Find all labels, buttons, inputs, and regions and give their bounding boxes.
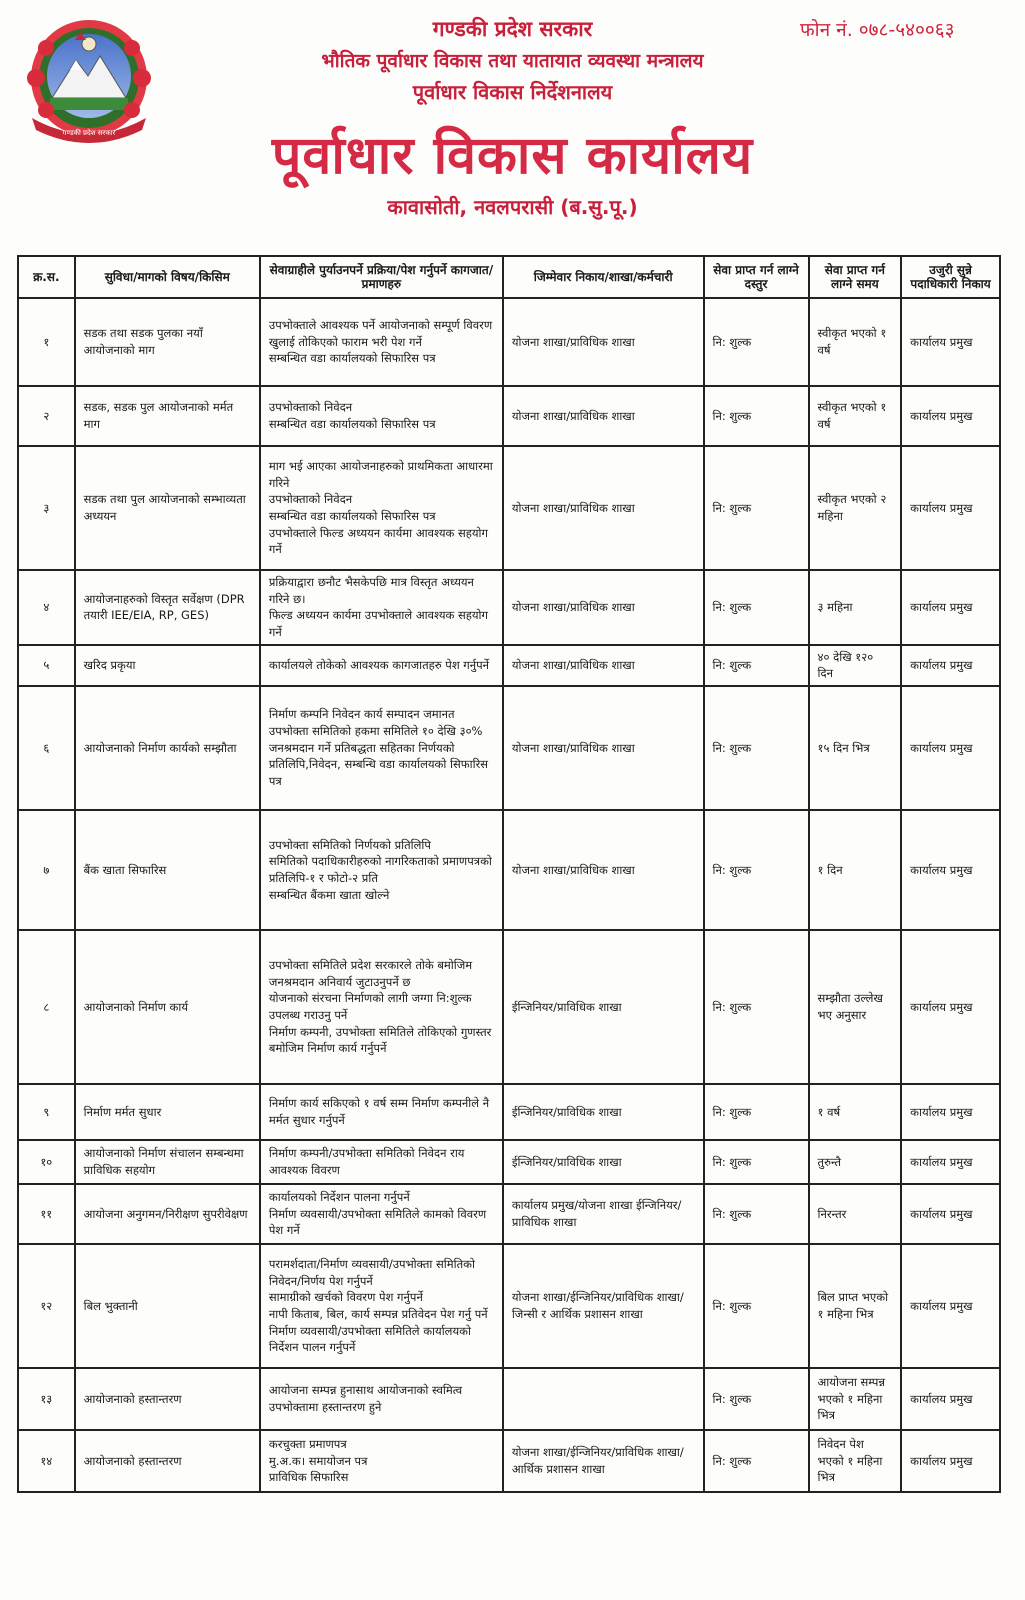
row-time: १ वर्ष xyxy=(809,1084,902,1140)
row-subject: बैंक खाता सिफारिस xyxy=(75,810,260,930)
row-process xyxy=(260,1430,503,1492)
process-line: उपभोक्ता समितिको निर्णयको प्रतिलिपि xyxy=(268,837,431,852)
table-row xyxy=(18,386,1000,446)
row-subject: सडक, सडक पुल आयोजनाको मर्मत माग xyxy=(75,386,260,446)
row-fee: नि: शुल्क xyxy=(704,1140,809,1184)
table-row xyxy=(18,1368,1000,1430)
row-subject: निर्माण मर्मत सुधार xyxy=(75,1084,260,1140)
row-fee: नि: शुल्क xyxy=(704,1184,809,1244)
process-line: सम्बन्धित वडा कार्यालयको सिफारिस पत्र xyxy=(268,509,436,523)
process-line: कार्यालयको निर्देशन पालना गर्नुपर्ने xyxy=(268,1190,410,1205)
row-subject: आयोजनाहरुको विस्तृत सर्वेक्षण (DPR तयारी IEE/EIA, RP, GES) xyxy=(75,570,260,645)
row-complaint: कार्यालय प्रमुख xyxy=(901,930,1000,1084)
row-responsible: योजना शाखा/प्राविधिक शाखा xyxy=(503,686,704,810)
row-complaint: कार्यालय प्रमुख xyxy=(901,1184,1000,1244)
row-subject: आयोजनाको हस्तान्तरण xyxy=(75,1430,260,1492)
row-complaint: कार्यालय प्रमुख xyxy=(901,1244,1000,1368)
row-serial: ७ xyxy=(18,810,75,930)
header-process: सेवाग्राहीले पुर्याउनपर्ने प्रक्रिया/पेश गर्नुपर्ने कागजात/प्रमाणहरु xyxy=(260,256,503,298)
header-fee: सेवा प्राप्त गर्न लाग्ने दस्तुर xyxy=(704,256,809,298)
process-line: उपभोक्ता समितिको हकमा समितिले १० देखि ३०% जनश्रमदान गर्ने प्रतिबद्धता सहितका निर्णयको प्रतिलिपि,निवेदन, सम्बन्धि वडा कार्यालयको सिफारिस पत्र xyxy=(268,724,489,789)
row-complaint: कार्यालय प्रमुख xyxy=(901,446,1000,570)
row-complaint: कार्यालय प्रमुख xyxy=(901,298,1000,386)
row-responsible: योजना शाखा/ईन्जिनियर/प्राविधिक शाखा/आर्थिक प्रशासन शाखा xyxy=(503,1430,704,1492)
row-fee: नि: शुल्क xyxy=(704,1368,809,1430)
process-line: आयोजना सम्पन्न हुनासाथ आयोजनाको स्वमित्व उपभोक्तामा हस्तान्तरण हुने xyxy=(268,1383,463,1415)
row-complaint: कार्यालय प्रमुख xyxy=(901,1084,1000,1140)
process-line: निर्माण कम्पनि निवेदन कार्य सम्पादन जमानत xyxy=(268,707,455,722)
row-complaint: कार्यालय प्रमुख xyxy=(901,1368,1000,1430)
row-responsible: कार्यालय प्रमुख/योजना शाखा ईन्जिनियर/प्राविधिक शाखा xyxy=(503,1184,704,1244)
page-header xyxy=(0,0,1025,250)
table-row xyxy=(18,810,1000,930)
header-subject: सुविधा/मागको विषय/किसिम xyxy=(75,256,260,298)
row-time: तुरुन्तै xyxy=(809,1140,902,1184)
row-serial: ४ xyxy=(18,570,75,645)
row-complaint: कार्यालय प्रमुख xyxy=(901,1140,1000,1184)
header-responsible: जिम्मेवार निकाय/शाखा/कर्मचारी xyxy=(503,256,704,298)
table-row xyxy=(18,686,1000,810)
table-row xyxy=(18,446,1000,570)
row-responsible: ईन्जिनियर/प्राविधिक शाखा xyxy=(503,1140,704,1184)
row-time: बिल प्राप्त भएको १ महिना भित्र xyxy=(809,1244,902,1368)
row-subject: आयोजना अनुगमन/निरीक्षण सुपरीवेक्षण xyxy=(75,1184,260,1244)
table-row xyxy=(18,298,1000,386)
row-serial: ३ xyxy=(18,446,75,570)
row-subject: खरिद प्रकृया xyxy=(75,645,260,686)
row-complaint: कार्यालय प्रमुख xyxy=(901,686,1000,810)
process-line: उपभोक्ताले फिल्ड अध्ययन कार्यमा आवश्यक सहयोग गर्ने xyxy=(268,525,489,557)
row-subject: आयोजनाको निर्माण कार्यको सम्झौता xyxy=(75,686,260,810)
row-time: स्वीकृत भएको २ महिना xyxy=(809,446,902,570)
process-line: प्राविधिक सिफारिस xyxy=(268,1470,349,1485)
row-time: १ दिन xyxy=(809,810,902,930)
row-process xyxy=(260,1184,503,1244)
row-process xyxy=(260,386,503,446)
process-line: करचुक्ता प्रमाणपत्र xyxy=(268,1437,347,1452)
process-line: समितिको पदाधिकारीहरुको नागरिकताको प्रमाणपत्रको प्रतिलिपि-१ र फोटो-२ प्रति xyxy=(268,854,492,886)
row-time: निवेदन पेश भएको १ महिना भित्र xyxy=(809,1430,902,1492)
table-row xyxy=(18,930,1000,1084)
row-complaint: कार्यालय प्रमुख xyxy=(901,570,1000,645)
process-line: माग भई आएका आयोजनाहरुको प्राथमिकता आधारमा गरिने xyxy=(268,458,493,490)
row-responsible: ईन्जिनियर/प्राविधिक शाखा xyxy=(503,1084,704,1140)
phone-number: फोन नं. ०७८-५४००६३ xyxy=(800,19,955,41)
row-serial: १२ xyxy=(18,1244,75,1368)
row-fee: नि: शुल्क xyxy=(704,298,809,386)
row-serial: १ xyxy=(18,298,75,386)
row-process xyxy=(260,1140,503,1184)
table-row xyxy=(18,1244,1000,1368)
row-time: ३ महिना xyxy=(809,570,902,645)
process-line: परामर्शदाता/निर्माण व्यवसायी/उपभोक्ता समितिको निवेदन/निर्णय पेश गर्नुपर्ने xyxy=(268,1257,475,1288)
table-row xyxy=(18,570,1000,645)
process-line: फिल्ड अध्ययन कार्यमा उपभोक्ताले आवश्यक सहयोग गर्ने xyxy=(268,608,489,640)
government-name: गण्डकी प्रदेश सरकार xyxy=(432,17,593,41)
service-charter-table xyxy=(17,255,1001,1493)
row-process xyxy=(260,1368,503,1430)
row-subject: आयोजनाको निर्माण कार्य xyxy=(75,930,260,1084)
row-serial: ६ xyxy=(18,686,75,810)
row-serial: २ xyxy=(18,386,75,446)
row-fee: नि: शुल्क xyxy=(704,1244,809,1368)
row-time: ४० देखि १२० दिन xyxy=(809,645,902,686)
row-serial: ८ xyxy=(18,930,75,1084)
row-time: निरन्तर xyxy=(809,1184,902,1244)
process-line: उपभोक्ताको निवेदन xyxy=(268,400,353,415)
row-fee: नि: शुल्क xyxy=(704,386,809,446)
row-process xyxy=(260,570,503,645)
row-serial: १३ xyxy=(18,1368,75,1430)
row-serial: ९ xyxy=(18,1084,75,1140)
row-responsible xyxy=(503,1368,704,1430)
header-time: सेवा प्राप्त गर्न लाग्ने समय xyxy=(809,256,902,298)
row-fee: नि: शुल्क xyxy=(704,570,809,645)
row-fee: नि: शुल्क xyxy=(704,645,809,686)
row-subject: आयोजनाको निर्माण संचालन सम्बन्धमा प्राविधिक सहयोग xyxy=(75,1140,260,1184)
directorate-name: पूर्वाधार विकास निर्देशनालय xyxy=(412,80,613,104)
row-process xyxy=(260,645,503,686)
row-serial: १४ xyxy=(18,1430,75,1492)
row-subject: सडक तथा सडक पुलका नयाँ आयोजनाको माग xyxy=(75,298,260,386)
row-complaint: कार्यालय प्रमुख xyxy=(901,645,1000,686)
process-line: सम्बन्धित वडा कार्यालयको सिफारिस पत्र xyxy=(268,417,436,431)
row-fee: नि: शुल्क xyxy=(704,446,809,570)
row-fee: नि: शुल्क xyxy=(704,930,809,1084)
process-line: निर्माण व्यवसायी/उपभोक्ता समितिले कामको विवरण पेश गर्ने xyxy=(268,1206,487,1238)
row-fee: नि: शुल्क xyxy=(704,810,809,930)
process-line: सामाग्रीको खर्चको विवरण पेश गर्नुपर्ने xyxy=(268,1290,423,1305)
process-line: निर्माण कार्य सकिएको १ वर्ष सम्म निर्माण कम्पनीले नै मर्मत सुधार गर्नुपर्ने xyxy=(268,1096,490,1128)
row-time: १५ दिन भित्र xyxy=(809,686,902,810)
row-complaint: कार्यालय प्रमुख xyxy=(901,386,1000,446)
row-fee: नि: शुल्क xyxy=(704,686,809,810)
process-line: सम्बन्धित बैंकमा खाता खोल्ने xyxy=(268,887,390,902)
row-subject: आयोजनाको हस्तान्तरण xyxy=(75,1368,260,1430)
row-responsible: योजना शाखा/प्राविधिक शाखा xyxy=(503,810,704,930)
process-line: मु.अ.क। समायोजन पत्र xyxy=(268,1453,368,1468)
process-line: उपभोक्ताको निवेदन xyxy=(268,492,353,507)
process-line: प्रक्रियाद्वारा छनौट भैसकेपछि मात्र विस्तृत अध्ययन गरिने छ। xyxy=(268,575,474,606)
row-process xyxy=(260,810,503,930)
process-line: उपभोक्ताले आवश्यक पर्ने आयोजनाको सम्पूर्ण विवरण खुलाई तोकिएको फाराम भरी पेश गर्ने xyxy=(268,317,493,349)
row-process xyxy=(260,298,503,386)
process-line: कार्यालयले तोकेको आवश्यक कागजातहरु पेश गर्नुपर्ने xyxy=(268,658,490,673)
table-header-row xyxy=(18,256,1000,298)
process-line: निर्माण व्यवसायी/उपभोक्ता समितिले कार्यालयको निर्देशन पालन गर्नुपर्ने xyxy=(268,1323,471,1355)
row-serial: ११ xyxy=(18,1184,75,1244)
process-line: निर्माण कम्पनी, उपभोक्ता समितिले तोकिएको गुणस्तर बमोजिम निर्माण कार्य गर्नुपर्ने xyxy=(268,1024,492,1056)
header-serial: क्र.स. xyxy=(18,256,75,298)
row-process xyxy=(260,446,503,570)
row-responsible: योजना शाखा/प्राविधिक शाखा xyxy=(503,298,704,386)
ministry-name: भौतिक पूर्वाधार विकास तथा यातायात व्यवस्था मन्त्रालय xyxy=(321,50,704,72)
table-row xyxy=(18,1140,1000,1184)
table-row xyxy=(18,1084,1000,1140)
row-responsible: योजना शाखा/प्राविधिक शाखा xyxy=(503,570,704,645)
row-serial: ५ xyxy=(18,645,75,686)
row-responsible: योजना शाखा/ईन्जिनियर/प्राविधिक शाखा/जिन्सी र आर्थिक प्रशासन शाखा xyxy=(503,1244,704,1368)
row-serial: १० xyxy=(18,1140,75,1184)
row-process xyxy=(260,686,503,810)
row-process xyxy=(260,1244,503,1368)
row-time: आयोजना सम्पन्न भएको १ महिना भित्र xyxy=(809,1368,902,1430)
row-time: स्वीकृत भएको १ वर्ष xyxy=(809,298,902,386)
process-line: निर्माण कम्पनी/उपभोक्ता समितिको निवेदन राय आवश्यक विवरण xyxy=(268,1146,465,1178)
row-subject: सडक तथा पुल आयोजनाको सम्भाव्यता अध्ययन xyxy=(75,446,260,570)
header-complaint: उजुरी सुन्ने पदाधिकारी निकाय xyxy=(901,256,1000,298)
row-complaint: कार्यालय प्रमुख xyxy=(901,810,1000,930)
process-line: योजनाको संरचना निर्माणको लागी जग्गा नि:शुल्क उपलब्ध गराउनु पर्ने xyxy=(268,991,472,1023)
table-row xyxy=(18,645,1000,686)
process-line: सम्बन्धित वडा कार्यालयको सिफारिस पत्र xyxy=(268,351,436,366)
row-time: सम्झौता उल्लेख भए अनुसार xyxy=(809,930,902,1084)
row-responsible: योजना शाखा/प्राविधिक शाखा xyxy=(503,645,704,686)
emblem-caption: गण्डकी प्रदेश सरकार xyxy=(62,129,116,137)
row-process xyxy=(260,1084,503,1140)
row-responsible: ईन्जिनियर/प्राविधिक शाखा xyxy=(503,930,704,1084)
process-line: उपभोक्ता समितिले प्रदेश सरकारले तोके बमोजिम जनश्रमदान अनिवार्य जुटाउनुपर्ने छ xyxy=(268,958,473,989)
row-fee: नि: शुल्क xyxy=(704,1430,809,1492)
table-row xyxy=(18,1184,1000,1244)
row-responsible: योजना शाखा/प्राविधिक शाखा xyxy=(503,446,704,570)
process-line: नापी किताब, बिल, कार्य सम्पन्न प्रतिवेदन पेश गर्नु पर्ने xyxy=(268,1307,488,1322)
row-time: स्वीकृत भएको १ वर्ष xyxy=(809,386,902,446)
office-location: कावासोती, नवलपरासी (ब.सु.पू.) xyxy=(387,195,638,219)
row-fee: नि: शुल्क xyxy=(704,1084,809,1140)
office-title: पूर्वाधार विकास कार्यालय xyxy=(271,126,754,186)
row-process xyxy=(260,930,503,1084)
row-responsible: योजना शाखा/प्राविधिक शाखा xyxy=(503,386,704,446)
row-complaint: कार्यालय प्रमुख xyxy=(901,1430,1000,1492)
row-subject: बिल भुक्तानी xyxy=(75,1244,260,1368)
table-row xyxy=(18,1430,1000,1492)
